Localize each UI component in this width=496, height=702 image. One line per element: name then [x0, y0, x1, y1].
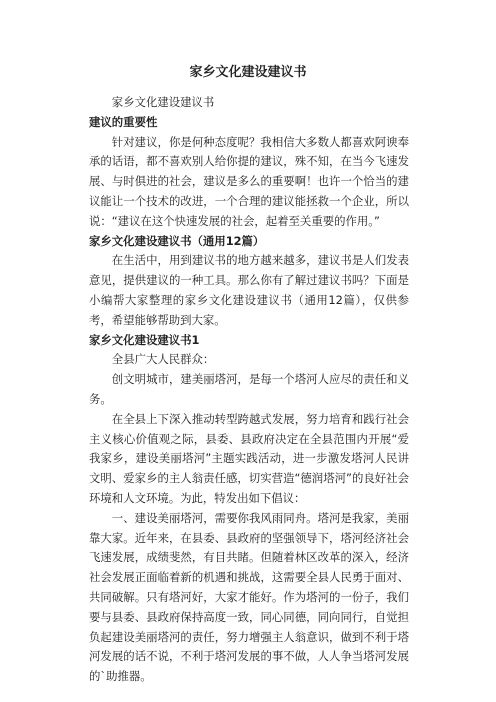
paragraph: 家乡文化建设建议书 [111, 95, 215, 109]
paragraph: 在全县上下深入推动转型跨越式发展，努力培育和践行社会主义核心价值观之际，县委、县政府决定在全县范围内开展“爱我家乡，建设美丽塔河”主题实践活动，进一步激发塔河人民讲文明、爱家乡的主人翁责任感，切实营造“德润塔河”的良好社会环境和人文环境。为此，特发出如下倡议： [89, 411, 409, 505]
document-title: 家乡文化建设建议书 [189, 65, 307, 80]
document-body [89, 93, 409, 687]
section-heading: 家乡文化建设建议书（通用12篇） [89, 233, 265, 248]
paragraph: 全县广大人民群众： [111, 352, 215, 367]
paragraph: 针对建议，你是何种态度呢？我相信大多数人都喜欢阿谀奉承的话语，都不喜欢别人给你提的建议，殊不知，在当今飞速发展、与时俱进的社会，建议是多么的重要啊！也许一个恰当的建议能让一个技术的改进，一个合理的建议能拯救一个企业，所以说：“建议在这个快速发展的社会，起着至关重要的作用。” [89, 134, 409, 228]
paragraph: 创文明城市，建美丽塔河，是每一个塔河人应尽的责任和义务。 [89, 372, 409, 406]
section-heading: 建议的重要性 [89, 114, 158, 129]
section-heading: 家乡文化建设建议书1 [89, 332, 200, 347]
paragraph: 在生活中，用到建议书的地方越来越多，建议书是人们发表意见，提供建议的一种工具。那么你有了解过建议书吗？下面是小编帮大家整理的家乡文化建设建议书（通用12篇），仅供参考，希望能够帮助到大家。 [89, 253, 409, 327]
paragraph: 一、建设美丽塔河，需要你我风雨同舟。塔河是我家，美丽靠大家。近年来，在县委、县政府的坚强领导下，塔河经济社会飞速发展，成绩斐然，有目共睹。但随着林区改革的深入，经济社会发展正面临着新的机遇和挑战，这需要全县人民勇于面对、共同破解。只有塔河好，大家才能好。作为塔河的一份子，我们要与县委、县政府保持高度一致，同心同德，同向同行，自觉担负起建设美丽塔河的责任，努力增强主人翁意识，做到不利于塔河发展的话不说，不利于塔河发展的事不做，人人争当塔河发展的`助推器。 [89, 510, 409, 684]
